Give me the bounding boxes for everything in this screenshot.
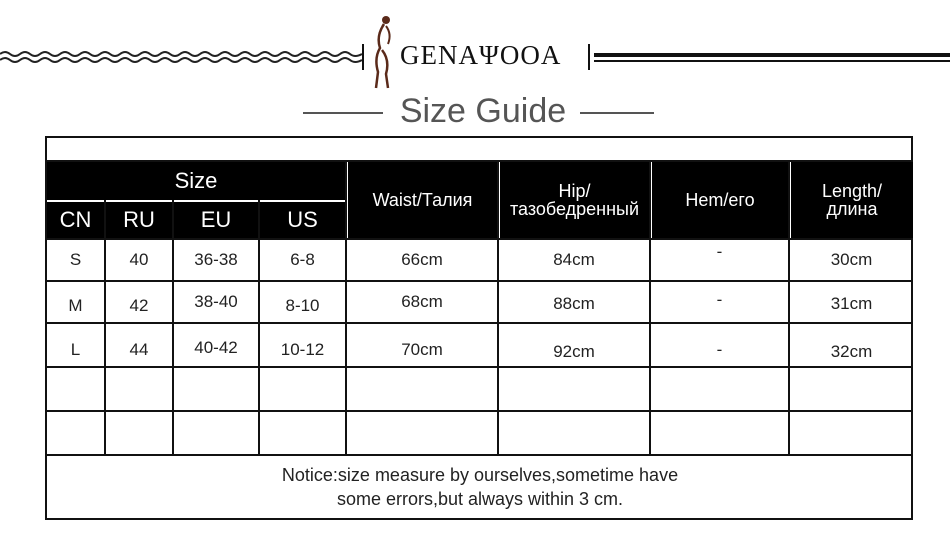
cell-cn: M bbox=[68, 296, 83, 315]
notice-line2: some errors,but always within 3 cm. bbox=[336, 489, 624, 509]
cell-eu: 40-42 bbox=[194, 338, 238, 357]
title-line-left bbox=[303, 112, 383, 114]
cell-hem: - bbox=[716, 340, 723, 359]
header-length-line1: Length/ bbox=[821, 181, 883, 201]
header-hem: Hem/его bbox=[652, 162, 788, 238]
cell-hip: 88cm bbox=[553, 294, 595, 313]
cell-hem: - bbox=[716, 242, 723, 261]
brand-header bbox=[0, 14, 950, 90]
header-hip bbox=[500, 162, 649, 238]
cell-hip: 84cm bbox=[553, 250, 595, 269]
grid-line-row2 bbox=[45, 322, 913, 324]
header-hip-line2: тазобедренный bbox=[509, 199, 640, 219]
cell-hem: - bbox=[716, 290, 723, 309]
grid-col-1 bbox=[104, 200, 106, 454]
size-group-header: Size bbox=[47, 162, 345, 200]
header-ru: RU bbox=[106, 202, 172, 238]
notice-line1: Notice:size measure by ourselves,sometime have bbox=[281, 465, 679, 485]
grid-col-3 bbox=[258, 200, 260, 454]
grid-col-2 bbox=[172, 200, 174, 454]
brand-divider-right bbox=[588, 44, 590, 70]
cell-cn: S bbox=[69, 250, 82, 269]
cell-length: 31cm bbox=[830, 294, 873, 313]
cell-cn: L bbox=[70, 340, 81, 359]
grid-line-top bbox=[45, 160, 913, 162]
brand-name: GENAΨOOA bbox=[400, 40, 562, 70]
grid-line-row4 bbox=[45, 410, 913, 412]
cell-length: 32cm bbox=[830, 342, 873, 361]
cell-ru: 40 bbox=[129, 250, 149, 269]
cell-eu: 36-38 bbox=[194, 250, 238, 269]
header-us: US bbox=[260, 202, 345, 238]
cell-us: 6-8 bbox=[290, 250, 315, 269]
woman-silhouette-logo bbox=[370, 14, 400, 90]
cell-us: 10-12 bbox=[280, 340, 325, 359]
cell-ru: 44 bbox=[129, 340, 149, 359]
cell-eu: 38-40 bbox=[194, 292, 238, 311]
header-length-line2: длина bbox=[826, 199, 878, 219]
page-title: Size Guide bbox=[399, 92, 567, 130]
header-length bbox=[791, 162, 913, 238]
brand-divider-left bbox=[362, 44, 364, 70]
header-waist: Waist/Талия bbox=[348, 162, 497, 238]
double-rule-right bbox=[594, 52, 950, 64]
header-eu: EU bbox=[174, 202, 258, 238]
cell-length: 30cm bbox=[830, 250, 873, 269]
wave-ornament-left bbox=[0, 50, 362, 64]
title-line-right bbox=[580, 112, 654, 114]
cell-waist: 68cm bbox=[401, 292, 443, 311]
cell-hip: 92cm bbox=[553, 342, 595, 361]
cell-us: 8-10 bbox=[285, 296, 320, 315]
size-notice bbox=[47, 456, 913, 518]
cell-waist: 70cm bbox=[401, 340, 443, 359]
header-cn: CN bbox=[47, 202, 104, 238]
cell-waist: 66cm bbox=[401, 250, 443, 269]
header-hip-line1: Hip/ bbox=[558, 181, 591, 201]
cell-ru: 42 bbox=[129, 296, 149, 315]
